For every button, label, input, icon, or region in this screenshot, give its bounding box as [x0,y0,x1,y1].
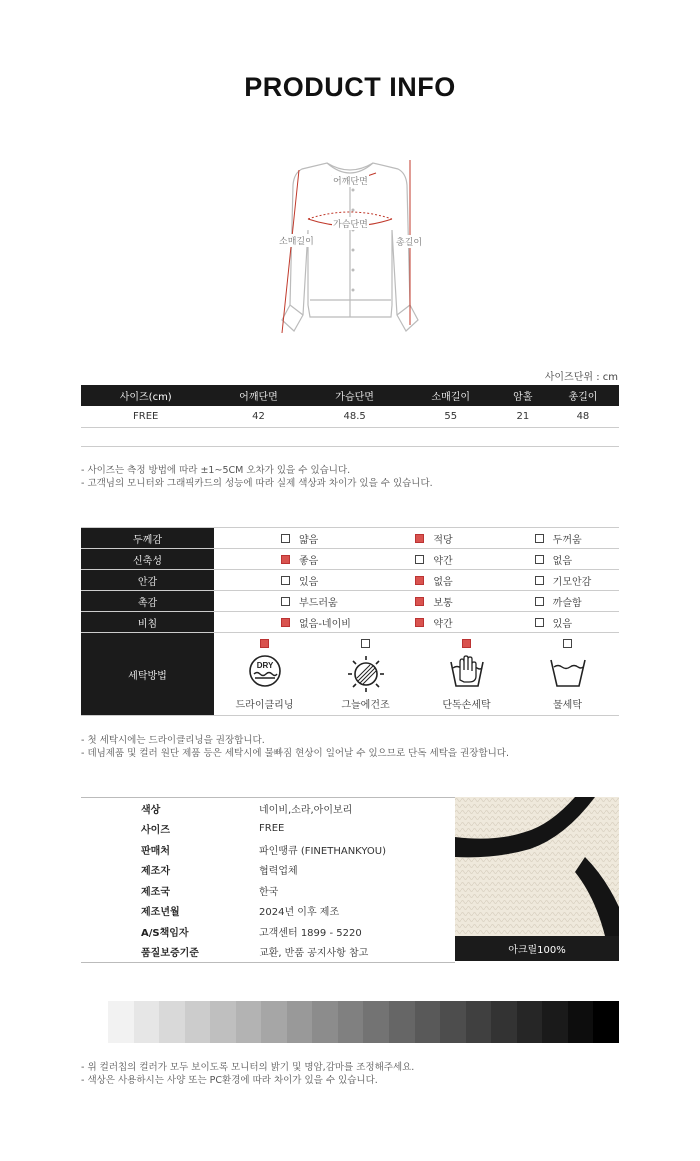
property-option [500,570,619,590]
gray-chip [542,1001,568,1043]
material-label: 아크릴100% [455,936,619,961]
washing-label: 세탁방법 [81,633,214,715]
gray-chip [108,1001,134,1043]
fabric-swatch-image [455,797,619,936]
color-notes [81,1061,414,1087]
unchecked-box-icon [281,534,290,543]
size-cell: 48 [547,406,619,427]
checked-box-icon [462,639,471,648]
property-option [214,549,365,569]
property-row [81,590,619,611]
wash-notes [81,734,509,760]
checked-box-icon [415,534,424,543]
size-cell: 55 [403,406,499,427]
fabric-properties-table [81,527,619,716]
property-option [214,570,365,590]
page-title: PRODUCT INFO [244,72,456,102]
info-row [81,839,455,860]
info-value: 고객센터 1899 - 5220 [259,927,362,939]
size-header: 가슴단면 [307,385,403,406]
info-key: 품질보증기준 [141,948,199,960]
option-label: 보통 [433,597,453,609]
property-label: 안감 [81,570,214,590]
gray-chip [415,1001,441,1043]
info-key: 판매처 [141,845,170,857]
unchecked-box-icon [535,618,544,627]
note-line: - 데님제품 및 컬러 원단 제품 등은 세탁시에 물빠짐 현상이 일어날 수 있으므로 단독 세탁을 권장합니다. [81,748,510,759]
gray-chip [210,1001,236,1043]
option-label: 있음 [552,618,572,630]
info-row [81,860,455,881]
info-key: 색상 [141,804,161,816]
option-label: 두꺼움 [552,534,582,546]
info-key: A/S책임자 [141,927,189,939]
property-option [214,612,365,632]
note-line: - 사이즈는 측정 방법에 따라 ±1~5CM 오차가 있을 수 있습니다. [81,465,351,476]
washing-item [214,633,315,715]
note-line: - 고객님의 모니터와 그래픽카드의 성능에 따라 실제 색상과 차이가 있을 수 있습니다. [81,478,433,489]
gray-chip [466,1001,492,1043]
property-row [81,548,619,569]
washing-item [416,633,517,715]
property-option [365,528,499,548]
info-value: 2024년 이후 제조 [259,907,340,919]
hand-wash-icon [447,648,487,694]
property-label: 촉감 [81,591,214,611]
table-row [81,406,619,427]
water-wash-icon [548,648,588,694]
gray-chip [159,1001,185,1043]
dry-clean-icon [245,648,285,692]
chest-label: 가슴단면 [332,217,369,230]
info-row [81,942,455,963]
option-label: 약간 [433,618,453,630]
washing-row [81,632,619,716]
size-cell: 42 [210,406,306,427]
size-unit: 사이즈단위 : cm [544,372,618,383]
unchecked-box-icon [563,639,572,648]
gray-chip [236,1001,262,1043]
property-option [365,570,499,590]
option-label: 얇음 [299,534,319,546]
washing-item-label: 그늘에건조 [341,700,390,711]
gray-chip [312,1001,338,1043]
product-info-table [81,797,455,963]
size-cell: FREE [81,406,210,427]
property-option [214,591,365,611]
info-value: 협력업체 [259,866,298,878]
property-option [214,528,365,548]
option-label: 없음 [552,555,572,567]
property-option [500,528,619,548]
empty-table-row [81,426,619,447]
size-header: 소매길이 [403,385,499,406]
unchecked-box-icon [535,597,544,606]
info-key: 사이즈 [141,825,170,837]
info-row [81,819,455,840]
option-label: 없음 [433,576,453,588]
washing-item-label: 단독손세탁 [442,700,491,711]
option-label: 까슬함 [552,597,582,609]
gray-chip [287,1001,313,1043]
unchecked-box-icon [535,534,544,543]
size-diagram [270,155,430,340]
unchecked-box-icon [535,555,544,564]
option-label: 있음 [299,576,319,588]
size-cell: 48.5 [307,406,403,427]
property-label: 신축성 [81,549,214,569]
checked-box-icon [415,597,424,606]
property-option [365,549,499,569]
length-label: 총길이 [395,235,423,248]
info-value: 한국 [259,886,279,898]
info-row [81,798,455,819]
info-value: 교환, 반품 공지사항 참고 [259,948,369,960]
sleeve-label: 소매길이 [278,234,315,247]
info-value: 파인땡큐 (FINETHANKYOU) [259,845,387,857]
checked-box-icon [281,555,290,564]
property-row [81,611,619,632]
property-option [365,591,499,611]
gray-chip [517,1001,543,1043]
gray-chip [185,1001,211,1043]
gray-chip [568,1001,594,1043]
property-row [81,527,619,548]
gray-chip [593,1001,619,1043]
option-label: 기모안감 [552,576,592,588]
note-line: - 위 컬러칩의 컬러가 모두 보이도록 모니터의 밝기 및 명암,감마를 조정해주세요. [81,1062,415,1073]
gray-chip [491,1001,517,1043]
info-value: 네이비,소라,아이보리 [259,804,353,816]
unchecked-box-icon [281,576,290,585]
gray-chip [440,1001,466,1043]
size-cell: 21 [499,406,547,427]
gray-chip [389,1001,415,1043]
size-header: 사이즈(cm) [81,385,210,406]
property-label: 두께감 [81,528,214,548]
option-label: 적당 [433,534,453,546]
info-row [81,880,455,901]
size-header: 암홀 [499,385,547,406]
property-option [500,612,619,632]
option-label: 부드러움 [299,597,338,609]
washing-item [315,633,416,715]
unchecked-box-icon [415,555,424,564]
note-line: - 색상은 사용하시는 사양 또는 PC환경에 따라 차이가 있을 수 있습니다. [81,1075,378,1086]
info-key: 제조년월 [141,907,180,919]
info-row [81,901,455,922]
dry-icon-text: DRY [256,661,273,670]
info-value: FREE [259,823,285,835]
shoulder-label: 어깨단면 [332,174,369,187]
property-option [500,549,619,569]
option-label: 없음-네이비 [299,618,351,630]
gray-chip [134,1001,160,1043]
checked-box-icon [281,618,290,627]
unchecked-box-icon [281,597,290,606]
gray-scale-chart [108,1001,619,1043]
checked-box-icon [260,639,269,648]
property-option [365,612,499,632]
option-label: 좋음 [299,555,319,567]
washing-item [517,633,618,715]
info-row [81,921,455,942]
unchecked-box-icon [361,639,370,648]
note-line: - 첫 세탁시에는 드라이클리닝을 권장합니다. [81,735,265,746]
shade-dry-icon [346,648,386,698]
washing-item-label: 드라이클리닝 [235,700,294,711]
checked-box-icon [415,618,424,627]
info-key: 제조국 [141,886,170,898]
property-label: 비침 [81,612,214,632]
gray-chip [338,1001,364,1043]
option-label: 약간 [433,555,453,567]
gray-chip [261,1001,287,1043]
size-header: 어깨단면 [210,385,306,406]
property-row [81,569,619,590]
unchecked-box-icon [535,576,544,585]
gray-chip [363,1001,389,1043]
property-option [500,591,619,611]
washing-item-label: 물세탁 [553,700,582,711]
size-table [81,385,619,428]
size-notes [81,464,433,490]
checked-box-icon [415,576,424,585]
info-key: 제조자 [141,866,170,878]
size-header: 총길이 [547,385,619,406]
